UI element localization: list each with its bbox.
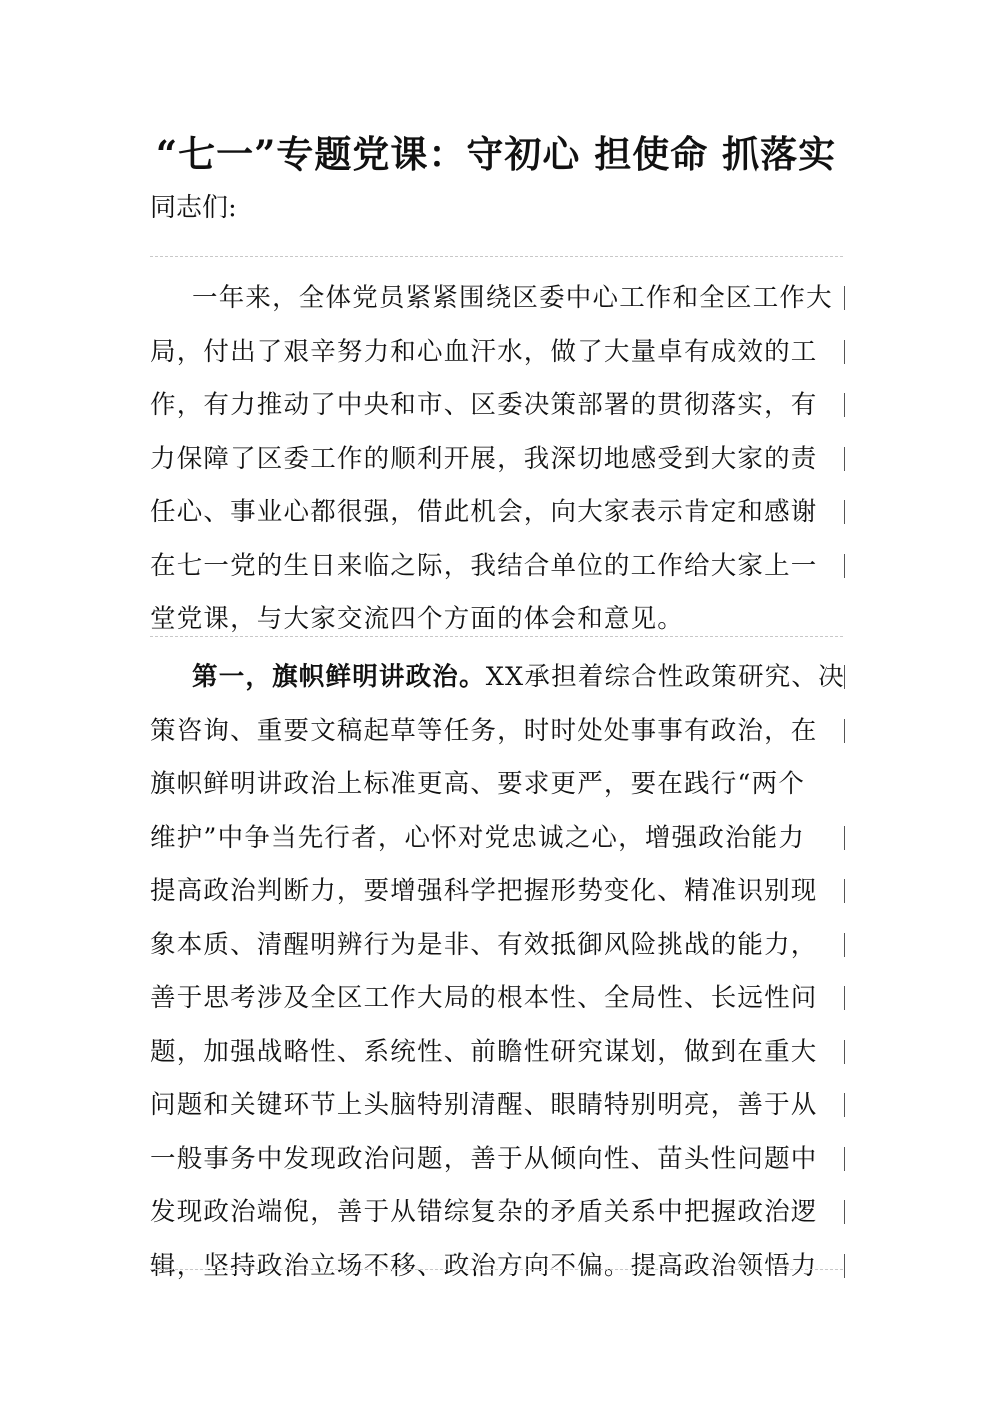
line-end-marker — [844, 1147, 845, 1171]
separator-top — [150, 256, 843, 257]
line-text: 发现政治端倪，善于从错综复杂的矛盾关系中把握政治逻 — [150, 1197, 818, 1227]
paragraph-line — [150, 593, 843, 647]
line-text: 一年来，全体党员紧紧围绕区委中心工作和全区工作大 — [192, 283, 833, 313]
line-end-marker — [844, 1254, 845, 1278]
line-text: 堂党课，与大家交流四个方面的体会和意见。 — [150, 604, 685, 634]
paragraph-line — [150, 1240, 843, 1294]
paragraph-line — [150, 1026, 843, 1080]
paragraph-line — [150, 1186, 843, 1240]
section-heading: 第一，旗帜鲜明讲政治。 — [192, 662, 486, 692]
paragraph-line — [150, 865, 843, 919]
line-text: 问题和关键环节上头脑特别清醒、眼睛特别明亮，善于从 — [150, 1090, 818, 1120]
line-end-marker — [844, 879, 845, 903]
paragraph-line — [150, 433, 843, 487]
paragraph-line — [150, 705, 843, 759]
line-text: 局，付出了艰辛努力和心血汗水，做了大量卓有成效的工 — [150, 336, 818, 367]
paragraph-line — [150, 272, 843, 326]
paragraph-line — [150, 379, 843, 433]
line-end-marker — [844, 826, 845, 850]
line-text: 在七一党的生日来临之际，我结合单位的工作给大家上一 — [150, 550, 818, 581]
line-text: 一般事务中发现政治问题，善于从倾向性、苗头性问题中 — [150, 1143, 818, 1174]
separator-bottom — [150, 1269, 843, 1270]
line-end-marker — [844, 986, 845, 1010]
line-end-marker — [844, 500, 845, 524]
line-end-marker — [844, 665, 845, 689]
paragraph-2 — [150, 651, 843, 1293]
line-text: 题，加强战略性、系统性、前瞻性研究谋划，做到在重大 — [150, 1036, 818, 1067]
paragraph-line — [150, 326, 843, 380]
line-text: 善于思考涉及全区工作大局的根本性、全局性、长远性问 — [150, 983, 818, 1013]
line-end-marker — [844, 340, 845, 364]
line-text: 象本质、清醒明辨行为是非、有效抵御风险挑战的能力， — [150, 929, 818, 960]
line-text: 提高政治判断力，要增强科学把握形势变化、精准识别现 — [150, 876, 818, 906]
paragraph-line — [150, 812, 843, 866]
paragraph-line — [150, 758, 843, 812]
line-text: 力保障了区委工作的顺利开展，我深切地感受到大家的责 — [150, 443, 818, 474]
line-end-marker — [844, 719, 845, 743]
separator-middle — [150, 636, 843, 637]
line-text: XX承担着综合性政策研究、决 — [485, 662, 845, 692]
line-end-marker — [844, 1040, 845, 1064]
paragraph-line — [150, 651, 843, 705]
paragraph-line — [150, 1079, 843, 1133]
paragraph-line — [150, 1133, 843, 1187]
paragraph-line — [150, 486, 843, 540]
line-text: 维护”中争当先行者，心怀对党忠诚之心，增强政治能力 — [150, 822, 806, 853]
line-text: 作，有力推动了中央和市、区委决策部署的贯彻落实，有 — [150, 390, 818, 420]
line-end-marker — [844, 554, 845, 578]
paragraph-1 — [150, 272, 843, 647]
line-text: 辑，坚持政治立场不移、政治方向不偏。提高政治领悟力 — [150, 1250, 818, 1281]
document-title: “七一”专题党课：守初心 担使命 抓落实 — [155, 132, 837, 176]
line-end-marker — [844, 286, 845, 310]
salutation: 同志们: — [150, 193, 237, 223]
line-end-marker — [844, 1200, 845, 1224]
line-end-marker — [844, 447, 845, 471]
line-text: 任心、事业心都很强，借此机会，向大家表示肯定和感谢 — [150, 497, 818, 527]
line-end-marker — [844, 393, 845, 417]
line-text: 旗帜鲜明讲政治上标准更高、要求更严，要在践行“两个 — [150, 769, 806, 799]
paragraph-line — [150, 972, 843, 1026]
line-end-marker — [844, 933, 845, 957]
paragraph-line — [150, 540, 843, 594]
line-text: 策咨询、重要文稿起草等任务，时时处处事事有政治，在 — [150, 715, 818, 746]
paragraph-line — [150, 919, 843, 973]
line-end-marker — [844, 1093, 845, 1117]
